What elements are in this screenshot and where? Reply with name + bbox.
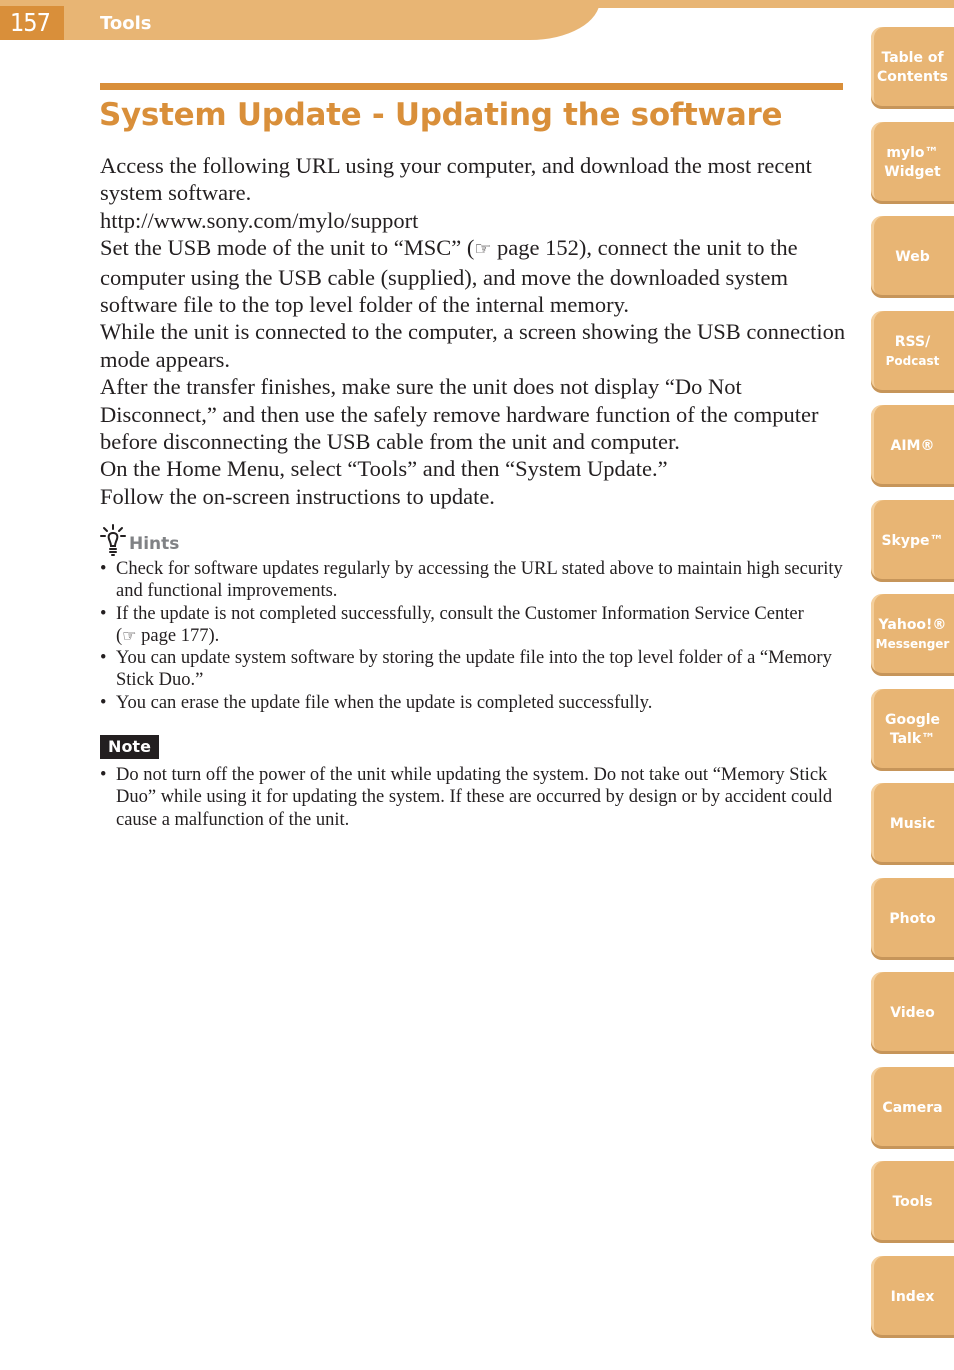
nav-tab-label: AIM®: [890, 437, 935, 454]
list-item: [100, 558, 848, 603]
nav-tab-label: Messenger: [875, 637, 950, 651]
hints-list: [100, 558, 848, 714]
nav-tab-google-talk[interactable]: [871, 689, 954, 771]
nav-tab-label: Contents: [876, 69, 949, 85]
nav-tab-label: Index: [890, 1288, 935, 1305]
page-title: System Update - Updating the software: [99, 97, 783, 133]
nav-tab-label: Tools: [892, 1193, 933, 1210]
list-item-text: If the update is not completed successfully, consult the Customer Information Service Center: [116, 603, 804, 624]
nav-tab-web[interactable]: [871, 216, 954, 298]
list-item-text: ).: [208, 625, 220, 646]
nav-tab-label: Podcast: [885, 354, 940, 368]
list-item: [100, 764, 848, 831]
page-number: 157: [10, 8, 50, 37]
section-title: Tools: [100, 13, 152, 34]
note-list: [100, 764, 848, 831]
nav-tab-mylo-widget[interactable]: [871, 122, 954, 204]
nav-tab-camera[interactable]: [871, 1067, 954, 1149]
nav-tab-label: Camera: [882, 1099, 943, 1116]
nav-tab-label: Music: [889, 815, 936, 832]
nav-tab-label: Table of: [881, 50, 944, 66]
nav-tab-label: Skype™: [881, 532, 944, 549]
title-rule: [100, 83, 843, 90]
nav-tab-music[interactable]: [871, 783, 954, 865]
list-item: [100, 647, 848, 692]
page-link[interactable]: page 152: [497, 235, 579, 261]
bullet-icon: •: [100, 648, 107, 669]
nav-tab-index[interactable]: [871, 1256, 954, 1338]
nav-tab-photo[interactable]: [871, 878, 954, 960]
list-item-text: You can update system software by storing the update file into the top level folder of a “Memory Stick Duo.”: [116, 648, 832, 691]
body-paragraph: Access the following URL using your computer, and download the most recent system software.: [100, 153, 812, 206]
nav-tab-table-of-contents[interactable]: [871, 27, 954, 109]
hints-label: Hints: [129, 534, 180, 554]
nav-tab-rss-podcast[interactable]: [871, 311, 954, 393]
body-text-span: Set the USB mode of the unit to “MSC” (: [100, 235, 475, 261]
nav-tab-label: Talk™: [889, 731, 936, 747]
nav-tab-label: Photo: [889, 910, 936, 927]
list-item: [100, 692, 848, 714]
nav-tab-label: Yahoo!®: [878, 617, 947, 633]
nav-tab-tools[interactable]: [871, 1161, 954, 1243]
body-paragraph: [100, 234, 850, 318]
body-paragraph: After the transfer finishes, make sure the unit does not display “Do Not Disconnect,” and then use the safely remove hardware function of the computer before disconnecting the USB cable from the unit and computer.: [100, 374, 819, 455]
page-reference-icon: ☞: [122, 625, 137, 645]
nav-tab-label: Web: [895, 248, 930, 265]
bullet-icon: •: [100, 765, 107, 785]
list-item-text: Check for software updates regularly by accessing the URL stated above to maintain high security and functional improvements.: [116, 559, 843, 602]
bullet-icon: •: [100, 559, 107, 579]
note-badge: Note: [100, 735, 159, 759]
body-text-span: ), connect the unit to the computer using the USB cable (supplied), and move the downloaded system software file to the top level folder of the internal memory.: [100, 235, 798, 318]
nav-tab-label: Google: [884, 712, 941, 728]
page-link[interactable]: page 177: [141, 625, 209, 646]
list-item-text: Do not turn off the power of the unit while updating the system. Do not take out “Memory Stick Duo” while using it for updating the system. If these are occurred by design or by accident could cause a malfunction of the unit.: [116, 765, 833, 830]
nav-tab-label: RSS/: [894, 334, 931, 350]
body-paragraph: Follow the on-screen instructions to update.: [100, 483, 495, 509]
page-reference-icon: ☞: [474, 238, 492, 261]
nav-tab-aim[interactable]: [871, 405, 954, 487]
nav-tab-yahoo-messenger[interactable]: [871, 594, 954, 676]
bullet-icon: •: [100, 692, 107, 713]
hints-heading: [100, 522, 179, 556]
nav-tab-video[interactable]: [871, 972, 954, 1054]
header-tab: [0, 0, 600, 40]
side-navigation: [871, 27, 954, 1347]
body-paragraph: While the unit is connected to the computer, a screen showing the USB connection mode appears.: [100, 319, 846, 372]
body-text: [100, 152, 850, 510]
list-item: • If the update is not completed successfully, consult the Customer Information Service Center (☞ page 177).: [100, 603, 804, 646]
support-url[interactable]: http://www.sony.com/mylo/support: [100, 207, 419, 233]
list-item-text: You can erase the update file when the update is completed successfully.: [116, 692, 653, 713]
nav-tab-skype[interactable]: [871, 500, 954, 582]
nav-tab-label: Widget: [884, 164, 941, 180]
body-paragraph: On the Home Menu, select “Tools” and then “System Update.”: [100, 456, 668, 482]
nav-tab-label: mylo™: [886, 145, 939, 161]
nav-tab-label: Video: [890, 1004, 935, 1021]
lightbulb-icon: [100, 524, 126, 556]
bullet-icon: •: [100, 603, 107, 624]
